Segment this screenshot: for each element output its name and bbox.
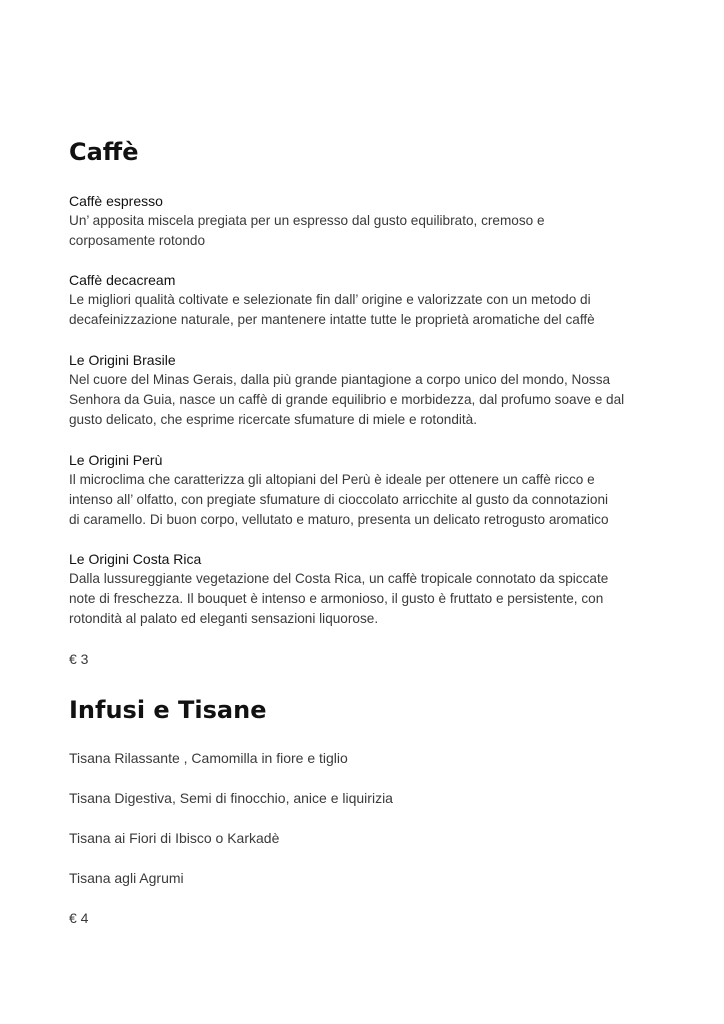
item-description (69, 470, 669, 530)
tisana-item: Tisana ai Fiori di Ibisco o Karkadè (69, 830, 280, 846)
tisana-item: Tisana agli Agrumi (69, 870, 184, 886)
section-title-tisane: Infusi e Tisane (69, 696, 267, 724)
menu-item-origini-costa-rica (69, 549, 669, 629)
description-line: Senhora da Guia, nasce un caffè di grande equilibrio e morbidezza, dal profumo soave e dal (69, 392, 625, 407)
description-line: Dalla lussureggiante vegetazione del Costa Rica, un caffè tropicale connotato da spiccate (69, 571, 609, 586)
section-title-caffe: Caffè (69, 138, 139, 166)
description-line: di caramello. Di buon corpo, vellutato e maturo, presenta un delicato retrogusto aromatico (69, 512, 609, 527)
item-name: Caffè espresso (69, 193, 163, 209)
item-name: Le Origini Brasile (69, 352, 176, 368)
description-line: rotondità al palato ed eleganti sensazioni liquorose. (69, 611, 379, 626)
tisana-item: Tisana Digestiva, Semi di finocchio, anice e liquirizia (69, 790, 393, 806)
description-line: note di freschezza. Il bouquet è intenso e armonioso, il gusto è fruttato e persistente, con (69, 591, 604, 606)
description-line: intenso all’ olfatto, con pregiate sfumature di cioccolato arricchite al gusto da connotazioni (69, 492, 609, 507)
price-caffe: € 3 (69, 651, 89, 667)
menu-item-origini-peru (69, 450, 669, 530)
description-line: Un’ apposita miscela pregiata per un espresso dal gusto equilibrato, cremoso e (69, 213, 545, 228)
menu-item-origini-brasile (69, 350, 669, 430)
item-name: Le Origini Perù (69, 452, 163, 468)
menu-item-caffe-espresso (69, 191, 669, 251)
description-line: corposamente rotondo (69, 233, 206, 248)
description-line: Il microclima che caratterizza gli altopiani del Perù è ideale per ottenere un caffè ricco e (69, 472, 595, 487)
menu-item-caffe-decacream (69, 270, 669, 330)
item-description (69, 370, 669, 430)
item-description (69, 211, 669, 251)
item-description (69, 290, 669, 330)
description-line: gusto delicato, che esprime ricercate sfumature di miele e rotondità. (69, 412, 478, 427)
tisana-item: Tisana Rilassante , Camomilla in fiore e tiglio (69, 750, 348, 766)
item-description (69, 569, 669, 629)
item-name: Le Origini Costa Rica (69, 551, 202, 567)
description-line: Nel cuore del Minas Gerais, dalla più grande piantagione a corpo unico del mondo, Nossa (69, 372, 611, 387)
description-line: Le migliori qualità coltivate e selezionate fin dall’ origine e valorizzate con un metodo di (69, 292, 591, 307)
item-name: Caffè decacream (69, 272, 176, 288)
price-tisane: € 4 (69, 910, 89, 926)
description-line: decafeinizzazione naturale, per mantenere intatte tutte le proprietà aromatiche del caffè (69, 312, 595, 327)
